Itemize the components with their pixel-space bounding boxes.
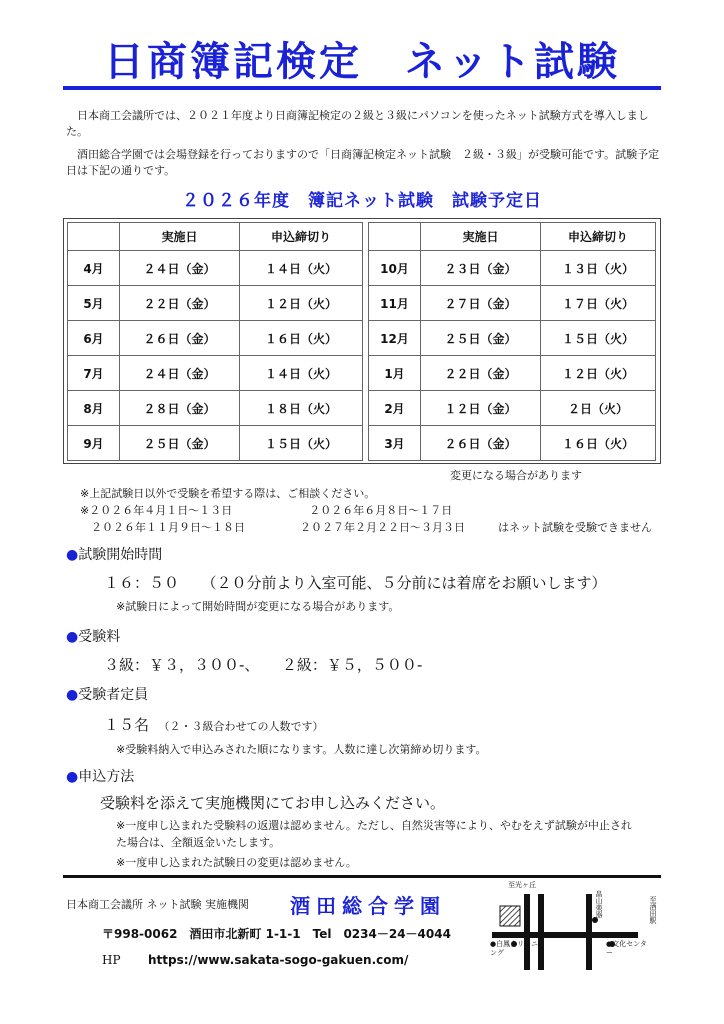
section-heading-time: [66, 544, 162, 564]
table-row: [68, 391, 363, 426]
header-date: 実施日: [421, 223, 541, 251]
section-heading-capacity: [66, 684, 148, 704]
date-cell: ２５日（金）: [421, 321, 541, 356]
deadline-cell: １６日（火）: [240, 321, 363, 356]
date-cell: ２３日（金）: [421, 251, 541, 286]
deadline-cell: １２日（火）: [240, 286, 363, 321]
start-time-text: １６：５０ （２０分前より入室可能、５分前には着席をお願いします）: [104, 574, 607, 592]
table-row: [68, 426, 363, 461]
date-cell: ２４日（金）: [120, 251, 240, 286]
date-cell: ２４日（金）: [120, 356, 240, 391]
date-cell: ２２日（金）: [421, 356, 541, 391]
month-cell: 9月: [68, 426, 120, 461]
month-cell: 12月: [369, 321, 421, 356]
month-cell: 8月: [68, 391, 120, 426]
month-cell: 10月: [369, 251, 421, 286]
excluded-dates-note-2: ２０２６年１１月９日～１８日 ２０２７年２月２２日～３月３日 はネット試験を受験できません: [80, 521, 652, 534]
deadline-cell: １３日（火）: [541, 251, 656, 286]
table-header-row: [369, 223, 656, 251]
section-heading-text: 試験開始時間: [78, 547, 163, 563]
host-label: 日本商工会議所 ネット試験 実施機関: [66, 898, 249, 911]
schedule-half-first: [67, 222, 363, 460]
bullet-icon: ●: [66, 687, 79, 703]
table-row: [68, 251, 363, 286]
deadline-cell: １８日（火）: [240, 391, 363, 426]
month-cell: 6月: [68, 321, 120, 356]
table-row: [369, 286, 656, 321]
deadline-cell: ２日（火）: [541, 391, 656, 426]
address-line: 〒998-0062 酒田市北新町 1-1-1 Tel 0234－24－4044: [102, 927, 451, 941]
section-heading-fee: [66, 626, 120, 646]
header-month: [68, 223, 120, 251]
table-row: [68, 321, 363, 356]
apply-text: 受験料を添えて実施機関にてお申し込みください。: [100, 794, 446, 812]
section-heading-text: 受験料: [78, 629, 121, 645]
section-heading-apply: [66, 766, 134, 786]
date-cell: １２日（金）: [421, 391, 541, 426]
month-cell: 3月: [369, 426, 421, 461]
month-cell: 2月: [369, 391, 421, 426]
table-header-row: [68, 223, 363, 251]
intro-paragraph-2: 酒田総合学園では会場登録を行っておりますので「日商簿記検定ネット試験 ２級・３級」が受験可能です。試験予定日は下記の通りです。: [66, 148, 660, 177]
start-time-note: ※試験日によって開始時間が変更になる場合があります。: [116, 600, 400, 613]
map-label-cleaning: ●白鳳クリーニング: [490, 940, 539, 957]
capacity-note: ※受験料納入で申込みされた順になります。人数に達し次第締め切ります。: [116, 743, 487, 756]
hp-label: HP: [102, 953, 121, 967]
refund-note: ※一度申し込まれた受験料の返還は認めません。ただし、自然災害等により、やむをえず試験が中止された場合は、全額返金いたします。: [116, 819, 632, 849]
header-deadline: 申込締切り: [541, 223, 656, 251]
section-heading-text: 受験者定員: [78, 687, 149, 703]
table-row: [369, 251, 656, 286]
date-cell: ２２日（金）: [120, 286, 240, 321]
date-cell: ２５日（金）: [120, 426, 240, 461]
date-cell: ２７日（金）: [421, 286, 541, 321]
header-month: [369, 223, 421, 251]
deadline-cell: １４日（火）: [240, 251, 363, 286]
header-date: 実施日: [120, 223, 240, 251]
page-title: 日商簿記検定 ネット試験: [104, 39, 620, 85]
map-label-culture-center: ●文化センター: [606, 940, 647, 957]
date-cell: ２６日（金）: [421, 426, 541, 461]
date-cell: ２６日（金）: [120, 321, 240, 356]
table-row: [369, 391, 656, 426]
intro-paragraph-1: 日本商工会議所では、２０２１年度より日商簿記検定の２級と３級にパソコンを使ったネット試験方式を導入しました。: [66, 109, 649, 138]
schedule-title: ２０２６年度 簿記ネット試験 試験予定日: [182, 191, 542, 211]
capacity-text: [104, 714, 324, 735]
schedule-table: [63, 218, 661, 464]
deadline-cell: １７日（火）: [541, 286, 656, 321]
road-horizontal: [492, 932, 638, 938]
title-underline: [63, 86, 661, 90]
schedule-half-second: [368, 222, 656, 460]
bullet-icon: ●: [66, 629, 79, 645]
month-cell: 11月: [369, 286, 421, 321]
map-label-station: 至酒田駅: [649, 896, 657, 924]
capacity-detail: （２・３級合わせての人数です）: [164, 720, 324, 733]
fee-text: ３級：￥３，３００-、 ２級：￥５，５００-: [104, 656, 423, 674]
month-cell: 1月: [369, 356, 421, 391]
month-cell: 7月: [68, 356, 120, 391]
date-cell: ２８日（金）: [120, 391, 240, 426]
access-map: [488, 878, 666, 970]
table-row: [369, 321, 656, 356]
table-row: [68, 286, 363, 321]
capacity-count: １５名: [104, 716, 150, 734]
bullet-icon: ●: [66, 547, 79, 563]
table-row: [68, 356, 363, 391]
school-building-icon: [500, 906, 520, 926]
website-link[interactable]: https://www.sakata-sogo-gakuen.com/: [148, 953, 409, 967]
date-change-note: ※一度申し込まれた試験日の変更は認めません。: [116, 856, 357, 869]
section-heading-text: 申込方法: [78, 769, 135, 785]
consult-note: ※上記試験日以外で受験を希望する際は、ご相談ください。: [80, 487, 376, 500]
header-deadline: 申込締切り: [240, 223, 363, 251]
map-label-hatakeyama: 畠山楽器: [595, 890, 603, 918]
deadline-cell: １２日（火）: [541, 356, 656, 391]
excluded-dates-note-1: ※２０２６年４月１日～１３日 ２０２６年６月８日～１７日: [80, 504, 453, 517]
month-cell: 5月: [68, 286, 120, 321]
deadline-cell: １５日（火）: [240, 426, 363, 461]
school-name: 酒田総合学園: [290, 894, 446, 918]
deadline-cell: １５日（火）: [541, 321, 656, 356]
table-row: [369, 356, 656, 391]
change-note: 変更になる場合があります: [450, 469, 582, 482]
deadline-cell: １４日（火）: [240, 356, 363, 391]
map-label-top: 至光ヶ丘: [508, 881, 536, 889]
table-row: [369, 426, 656, 461]
bullet-icon: ●: [66, 769, 79, 785]
deadline-cell: １６日（火）: [541, 426, 656, 461]
month-cell: 4月: [68, 251, 120, 286]
